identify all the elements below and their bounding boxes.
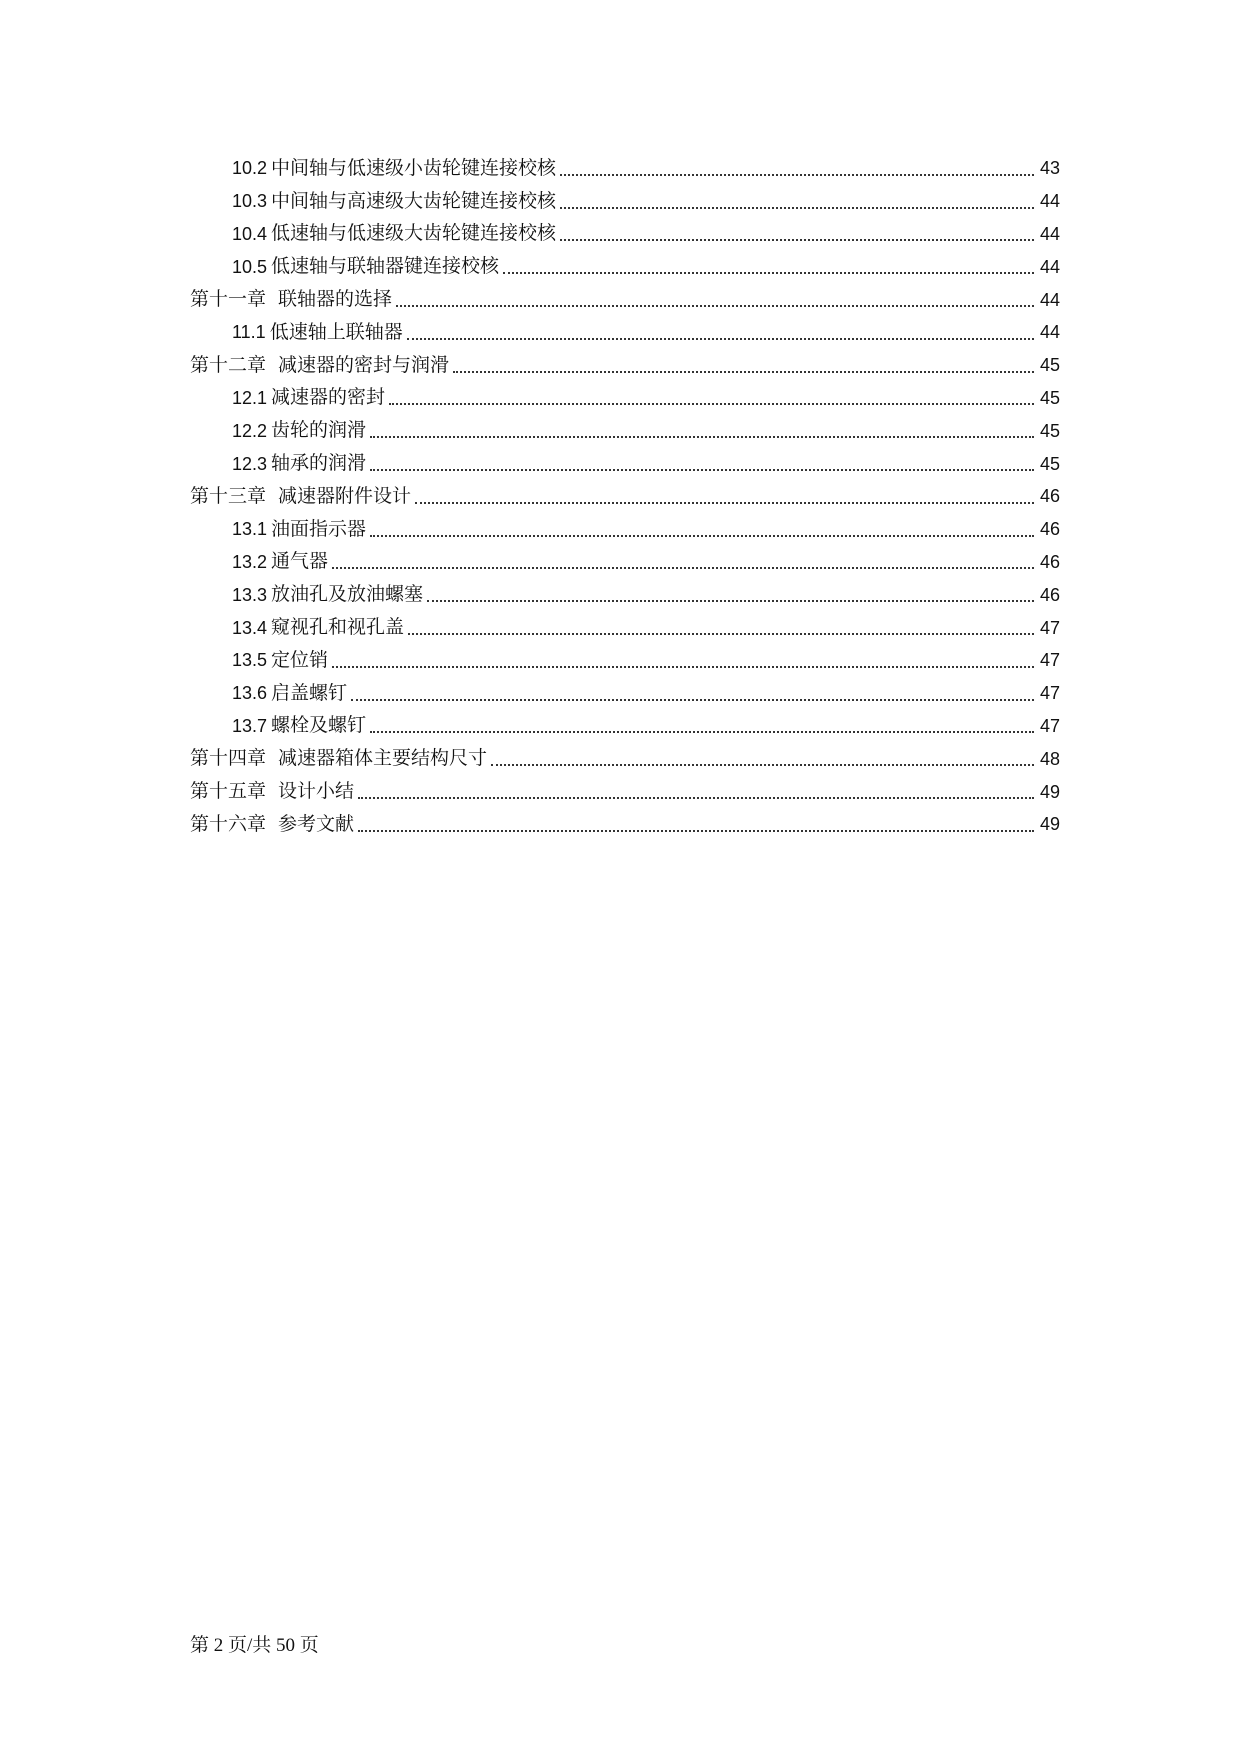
toc-page-number: 44 [1039, 289, 1060, 310]
toc-entry-title: 低速轴与低速级大齿轮键连接校核 [271, 222, 557, 245]
toc-section-entry[interactable] [190, 250, 1060, 283]
toc-dot-leader [358, 829, 1034, 832]
toc-dot-leader [407, 337, 1034, 340]
toc-entry-title: 减速器的密封 [271, 386, 386, 409]
toc-section-number: 12.1 [232, 387, 268, 408]
toc-dot-leader [370, 435, 1034, 438]
toc-entry-title: 轴承的润滑 [271, 452, 367, 475]
toc-dot-leader [332, 566, 1034, 569]
toc-dot-leader [427, 599, 1034, 602]
toc-entry-title: 减速器附件设计 [278, 484, 412, 507]
toc-section-entry[interactable] [190, 546, 1060, 579]
toc-entry-title: 参考文献 [278, 812, 355, 835]
toc-entry-title: 定位销 [271, 648, 329, 671]
toc-page-number: 44 [1039, 223, 1060, 244]
toc-section-entry[interactable] [190, 677, 1060, 710]
toc-entry-title: 放油孔及放油螺塞 [271, 583, 424, 606]
toc-chapter-label: 第十二章 [190, 353, 267, 376]
toc-dot-leader [358, 796, 1034, 799]
toc-dot-leader [351, 698, 1034, 701]
toc-section-number: 13.1 [232, 519, 268, 540]
toc-chapter-label: 第十一章 [190, 288, 267, 311]
toc-chapter-entry[interactable] [190, 349, 1060, 382]
toc-page-number: 47 [1039, 683, 1060, 704]
toc-section-entry[interactable] [190, 152, 1060, 185]
page-footer: 第 2 页/共 50 页 [190, 1635, 319, 1656]
toc-dot-leader [370, 468, 1034, 471]
toc-section-entry[interactable] [190, 447, 1060, 480]
toc-chapter-entry[interactable] [190, 808, 1060, 841]
toc-chapter-entry[interactable] [190, 283, 1060, 316]
toc-section-entry[interactable] [190, 382, 1060, 415]
toc-page-number: 47 [1039, 715, 1060, 736]
toc-chapter-entry[interactable] [190, 775, 1060, 808]
toc-dot-leader [560, 206, 1034, 209]
toc-page-number: 44 [1039, 322, 1060, 343]
toc-entry-title: 启盖螺钉 [271, 681, 348, 704]
toc-section-number: 13.2 [232, 551, 268, 572]
toc-page-number: 45 [1039, 355, 1060, 376]
toc-entry-title: 中间轴与低速级小齿轮键连接校核 [271, 156, 557, 179]
toc-page-number: 49 [1039, 781, 1060, 802]
toc-section-number: 10.4 [232, 223, 268, 244]
toc-page-number: 44 [1039, 191, 1060, 212]
toc-dot-leader [503, 271, 1034, 274]
toc-section-number: 13.3 [232, 584, 268, 605]
toc-section-number: 12.3 [232, 453, 268, 474]
toc-dot-leader [370, 730, 1034, 733]
toc-section-number: 10.2 [232, 158, 268, 179]
toc-entry-title: 油面指示器 [271, 517, 367, 540]
toc-section-entry[interactable] [190, 218, 1060, 251]
toc-dot-leader [396, 304, 1034, 307]
toc-entry-title: 中间轴与高速级大齿轮键连接校核 [271, 189, 557, 212]
toc-entry-title: 低速轴上联轴器 [269, 320, 403, 343]
toc-page-number: 45 [1039, 453, 1060, 474]
toc-section-number: 11.1 [232, 322, 266, 343]
toc-section-entry[interactable] [190, 578, 1060, 611]
toc-section-entry[interactable] [190, 710, 1060, 743]
toc-chapter-label: 第十三章 [190, 484, 267, 507]
toc-chapter-label: 第十六章 [190, 812, 267, 835]
toc-dot-leader [560, 173, 1034, 176]
toc-section-number: 10.5 [232, 256, 268, 277]
toc-chapter-label: 第十五章 [190, 780, 267, 803]
toc-section-entry[interactable] [190, 611, 1060, 644]
toc-dot-leader [332, 665, 1034, 668]
toc-dot-leader [560, 238, 1034, 241]
toc-page-number: 46 [1039, 551, 1060, 572]
toc-page-number: 44 [1039, 256, 1060, 277]
toc-section-number: 12.2 [232, 420, 268, 441]
toc-page-number: 45 [1039, 420, 1060, 441]
toc-dot-leader [370, 534, 1034, 537]
toc-entry-title: 窥视孔和视孔盖 [271, 616, 405, 639]
toc-entry-title: 减速器箱体主要结构尺寸 [278, 747, 488, 770]
toc-entry-title: 联轴器的选择 [278, 288, 393, 311]
toc-entry-title: 螺栓及螺钉 [271, 714, 367, 737]
toc-entry-title: 低速轴与联轴器键连接校核 [271, 255, 500, 278]
toc-page-number: 49 [1039, 814, 1060, 835]
toc-dot-leader [389, 402, 1034, 405]
toc-page-number: 46 [1039, 584, 1060, 605]
toc-dot-leader [453, 370, 1034, 373]
toc-entry-title: 减速器的密封与润滑 [278, 353, 450, 376]
toc-page-number: 43 [1039, 158, 1060, 179]
toc-dot-leader [415, 501, 1034, 504]
toc-entry-title: 齿轮的润滑 [271, 419, 367, 442]
toc-chapter-entry[interactable] [190, 480, 1060, 513]
toc-page-number: 45 [1039, 387, 1060, 408]
toc-section-number: 10.3 [232, 191, 268, 212]
toc-section-number: 13.4 [232, 617, 268, 638]
toc-section-entry[interactable] [190, 644, 1060, 677]
toc-page-number: 46 [1039, 519, 1060, 540]
toc-page-number: 48 [1039, 748, 1060, 769]
toc-page-number: 46 [1039, 486, 1060, 507]
toc-dot-leader [491, 763, 1034, 766]
toc-chapter-label: 第十四章 [190, 747, 267, 770]
toc-section-entry[interactable] [190, 185, 1060, 218]
toc-section-number: 13.5 [232, 650, 268, 671]
toc-section-number: 13.7 [232, 715, 268, 736]
table-of-contents [190, 152, 1060, 841]
toc-chapter-entry[interactable] [190, 742, 1060, 775]
toc-page-number: 47 [1039, 650, 1060, 671]
toc-section-entry[interactable] [190, 513, 1060, 546]
toc-page-number: 47 [1039, 617, 1060, 638]
toc-section-entry[interactable] [190, 316, 1060, 349]
toc-section-entry[interactable] [190, 414, 1060, 447]
toc-entry-title: 通气器 [271, 550, 329, 573]
toc-entry-title: 设计小结 [278, 780, 355, 803]
toc-section-number: 13.6 [232, 683, 268, 704]
toc-dot-leader [408, 632, 1034, 635]
